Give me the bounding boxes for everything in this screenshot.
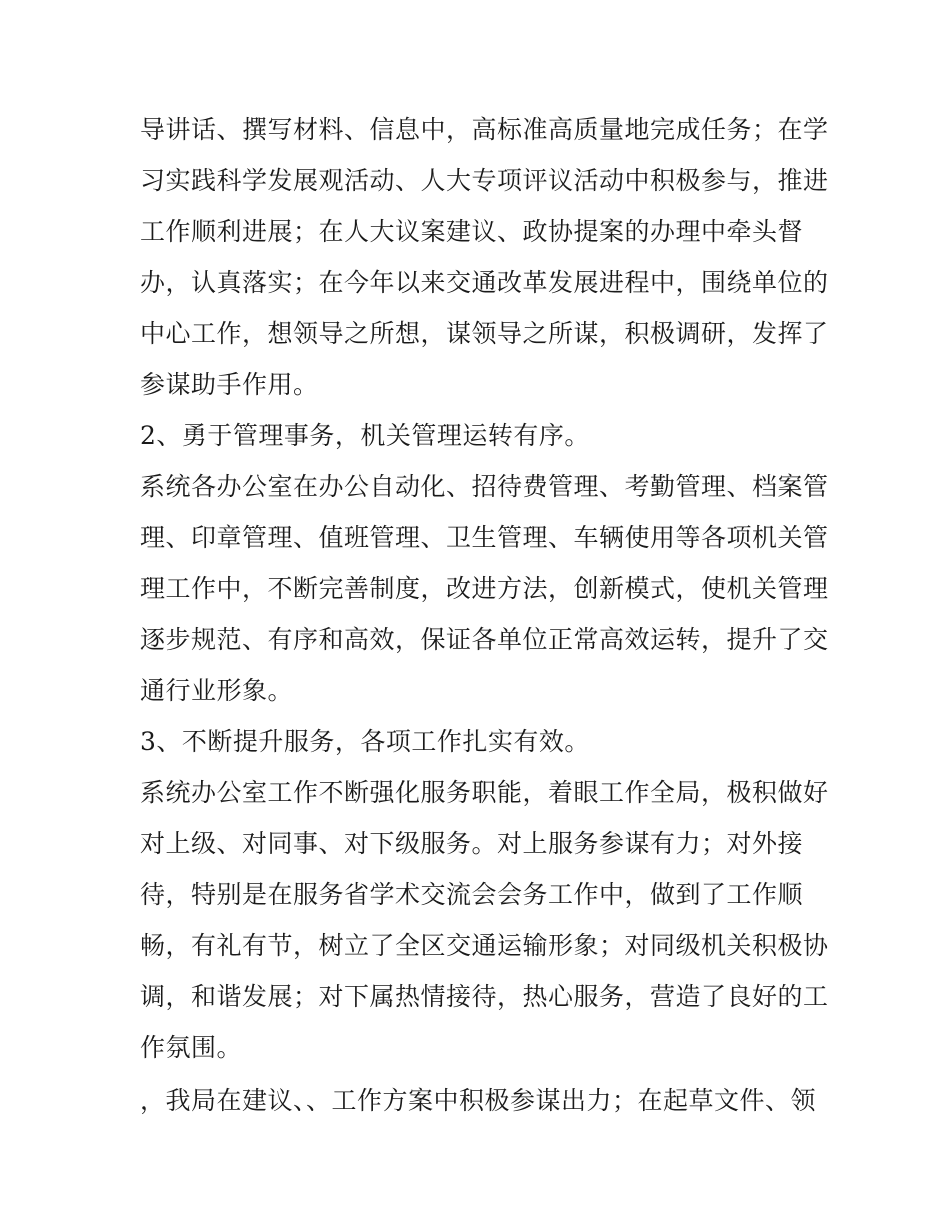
text-line: 中心工作，想领导之所想，谋领导之所谋，积极调研，发挥了 xyxy=(140,319,829,348)
text-line: 理工作中，不断完善制度，改进方法，创新模式，使机关管理 xyxy=(140,574,829,603)
text-line: 待，特别是在服务省学术交流会会务工作中，做到了工作顺 xyxy=(140,880,804,909)
text-line: 畅，有礼有节，树立了全区交通运输形象；对同级机关积极协 xyxy=(140,931,829,960)
text-line: 工作顺利进展；在人大议案建议、政协提案的办理中牵头督 xyxy=(140,217,804,246)
text-line: 调，和谐发展；对下属热情接待，热心服务，营造了良好的工 xyxy=(140,982,829,1011)
document-body xyxy=(140,104,829,1126)
text-line: 系统办公室工作不断强化服务职能，着眼工作全局，极积做好 xyxy=(140,778,829,807)
text-line: 系统各办公室在办公自动化、招待费管理、考勤管理、档案管 xyxy=(140,472,829,501)
text-line: 习实践科学发展观活动、人大专项评议活动中积极参与，推进 xyxy=(140,166,829,195)
text-line: 办，认真落实；在今年以来交通改革发展进程中，围绕单位的 xyxy=(140,268,829,297)
paragraph-1 xyxy=(140,104,829,410)
paragraph-3 xyxy=(140,767,829,1073)
text-line: 导讲话、撰写材料、信息中，高标准高质量地完成任务；在学 xyxy=(140,115,829,144)
text-line: ，我局在建议、、工作方案中积极参谋出力；在起草文件、领 xyxy=(140,1086,817,1115)
paragraph-2 xyxy=(140,461,829,716)
text-line: 作氛围。 xyxy=(140,1033,243,1062)
paragraph-4 xyxy=(140,1075,820,1126)
section-heading-3: 3、不断提升服务，各项工作扎实有效。 xyxy=(140,727,590,756)
text-line: 通行业形象。 xyxy=(140,676,294,705)
text-line: 对上级、对同事、对下级服务。对上服务参谋有力；对外接 xyxy=(140,829,804,858)
text-line: 理、印章管理、值班管理、卫生管理、车辆使用等各项机关管 xyxy=(140,523,829,552)
text-line: 参谋助手作用。 xyxy=(140,370,319,399)
section-heading-2: 2、勇于管理事务，机关管理运转有序。 xyxy=(140,421,590,450)
text-line: 逐步规范、有序和高效，保证各单位正常高效运转，提升了交 xyxy=(140,625,829,654)
